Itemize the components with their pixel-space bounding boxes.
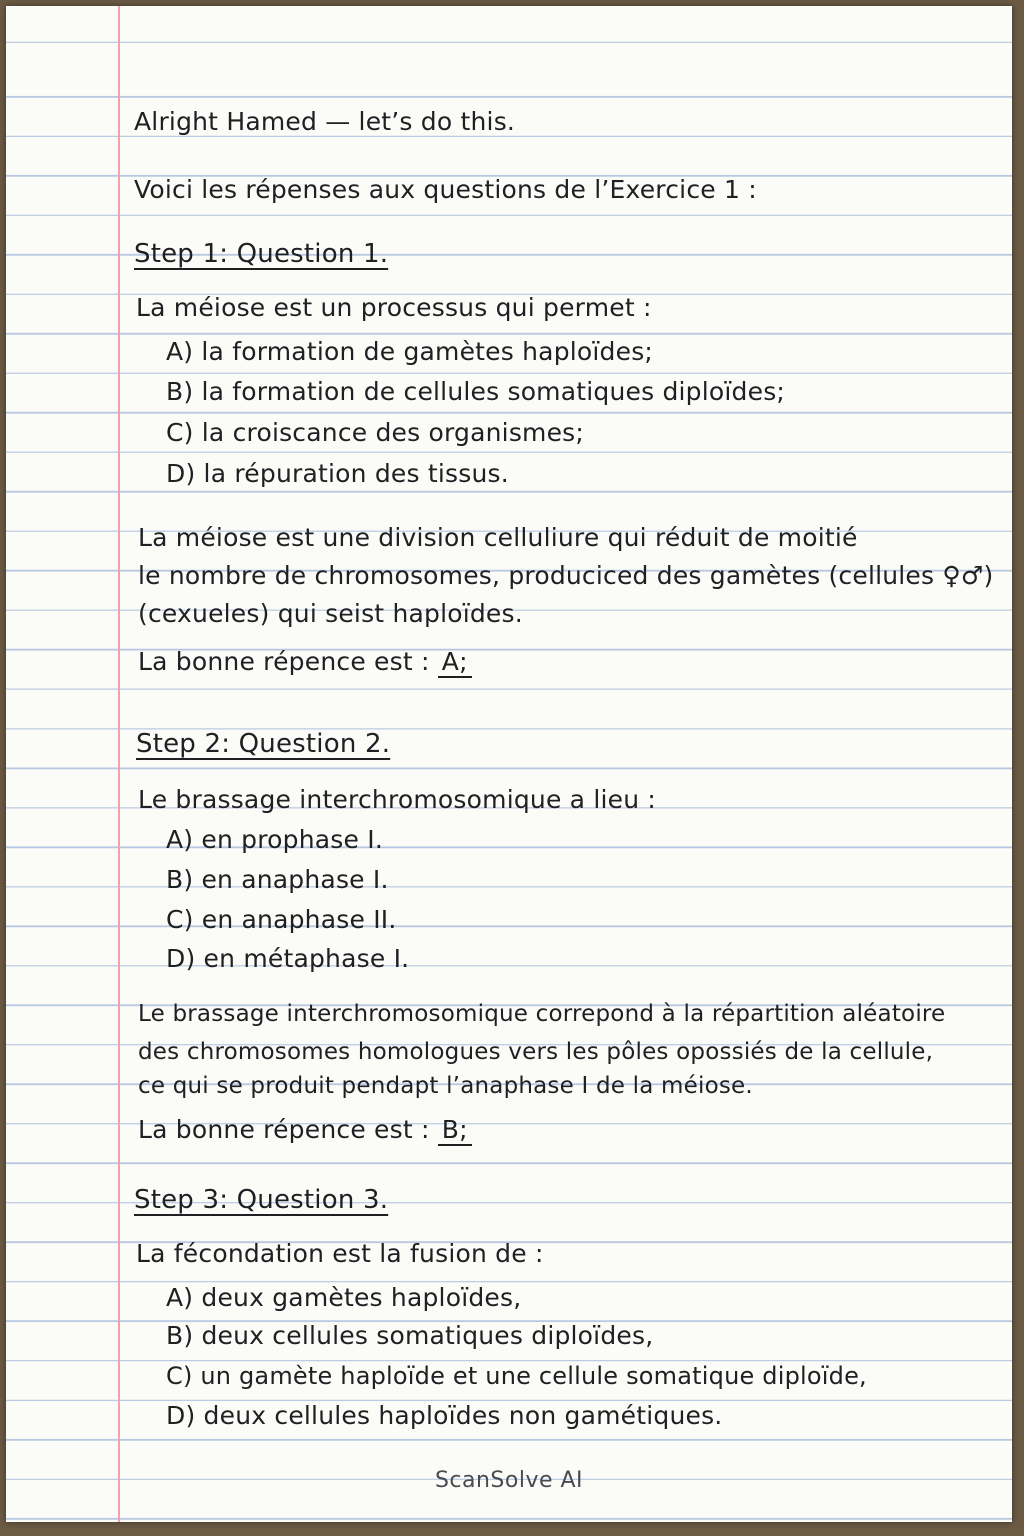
handwritten-content <box>6 6 1012 1522</box>
step-3-option-b: B) deux cellules somatiques diploïdes, <box>166 1321 654 1350</box>
step-2-answer: B; <box>438 1116 472 1146</box>
step-2-option-d: D) en métaphase I. <box>166 944 410 973</box>
step-3-heading: Step 3: Question 3. <box>134 1185 389 1215</box>
step-1-heading: Step 1: Question 1. <box>134 239 389 269</box>
step-1-answer: A; <box>438 648 472 678</box>
step-2-option-c: C) en anaphase II. <box>166 905 397 934</box>
step-1-answer-line <box>138 646 472 678</box>
step-3-option-a: A) deux gamètes haploïdes, <box>166 1283 522 1312</box>
step-2-answer-prefix: La bonne répence est : <box>138 1115 430 1144</box>
step-3-prompt: La fécondation est la fusion de : <box>136 1239 544 1268</box>
step-2-explanation-line-1: Le brassage interchromosomique correpond à la répartition aléatoire <box>138 1001 946 1027</box>
greeting-line: Alright Hamed — let’s do this. <box>134 107 516 136</box>
step-1-option-d: D) la répuration des tissus. <box>166 459 509 488</box>
exercise-intro-line: Voici les répenses aux questions de l’Exercice 1 : <box>134 175 757 204</box>
step-1-explanation-line-1: La méiose est une division celluliure qui réduit de moitié <box>138 523 858 552</box>
step-2-option-b: B) en anaphase I. <box>166 865 389 894</box>
step-2-option-a: A) en prophase I. <box>166 825 383 854</box>
step-2-explanation-line-2: des chromosomes homologues vers les pôles opossiés de la cellule, <box>138 1039 934 1065</box>
step-3-option-d: D) deux cellules haploïdes non gamétiques. <box>166 1401 723 1430</box>
scansolve-watermark: ScanSolve AI <box>434 1468 584 1493</box>
step-1-explanation-line-3: (cexueles) qui seist haploïdes. <box>138 599 523 628</box>
step-2-prompt: Le brassage interchromosomique a lieu : <box>138 785 657 814</box>
step-2-answer-line <box>138 1114 472 1146</box>
step-2-explanation-line-3: ce qui se produit pendapt l’anaphase I de la méiose. <box>138 1073 753 1099</box>
step-2-heading: Step 2: Question 2. <box>136 729 391 759</box>
step-1-explanation-line-2: le nombre de chromosomes, produciced des gamètes (cellules ♀♂) <box>138 561 994 590</box>
step-1-option-b: B) la formation de cellules somatiques diploïdes; <box>166 377 786 406</box>
notebook-page <box>6 6 1012 1522</box>
step-1-answer-prefix: La bonne répence est : <box>138 647 430 676</box>
step-1-prompt: La méiose est un processus qui permet : <box>136 293 652 322</box>
step-3-option-c: C) un gamète haploïde et une cellule somatique diploïde, <box>166 1362 867 1390</box>
step-1-option-a: A) la formation de gamètes haploïdes; <box>166 337 654 366</box>
step-1-option-c: C) la croiscance des organismes; <box>166 418 585 447</box>
